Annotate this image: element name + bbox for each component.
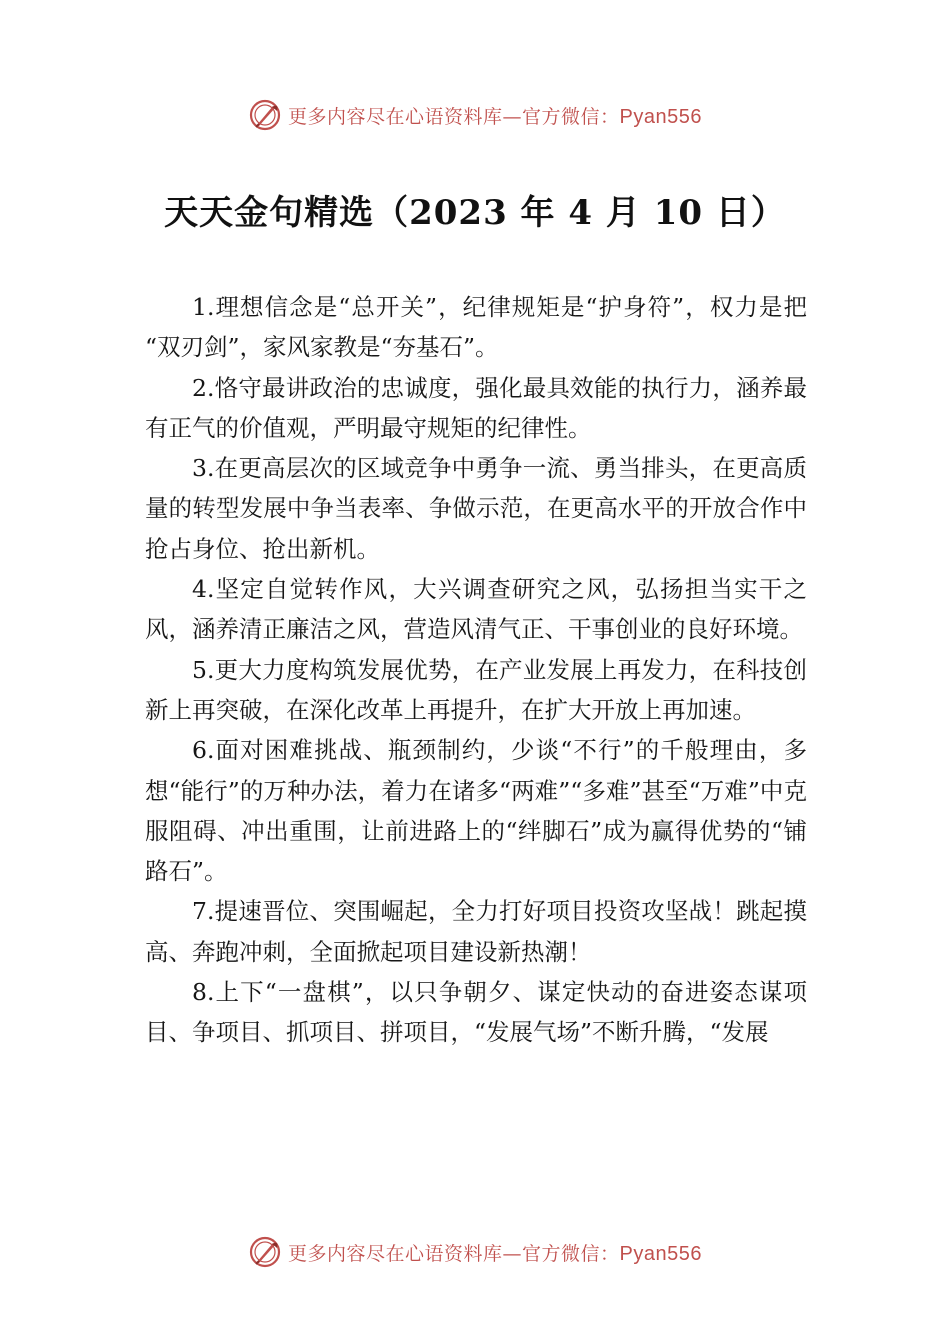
header-banner-label: 更多内容尽在心语资料库—官方微信： bbox=[288, 105, 620, 128]
footer-banner-text bbox=[288, 1239, 702, 1266]
header-banner bbox=[0, 95, 950, 135]
quill-pen-logo-icon bbox=[248, 1235, 282, 1269]
paragraph-4: 4.坚定自觉转作风，大兴调查研究之风，弘扬担当实干之风，涵养清正廉洁之风，营造风清气正、干事创业的良好环境。 bbox=[145, 575, 807, 644]
page-title: 天天金句精选（2023 年 4 月 10 日） bbox=[164, 193, 786, 233]
paragraph-2: 2.恪守最讲政治的忠诚度，强化最具效能的执行力，涵养最有正气的价值观，严明最守规矩的纪律性。 bbox=[145, 373, 807, 442]
paragraph-3: 3.在更高层次的区域竞争中勇争一流、勇当排头，在更高质量的转型发展中争当表率、争做示范，在更高水平的开放合作中抢占身位、抢出新机。 bbox=[145, 454, 807, 563]
paragraph-5: 5.更大力度构筑发展优势，在产业发展上再发力，在科技创新上再突破，在深化改革上再提升，在扩大开放上再加速。 bbox=[145, 655, 807, 724]
paragraph-6: 6.面对困难挑战、瓶颈制约，少谈“不行”的千般理由，多想“能行”的万种办法，着力在诸多“两难”“多难”甚至“万难”中克服阻碍、冲出重围，让前进路上的“绊脚石”成为赢得优势的“铺路石”。 bbox=[145, 736, 807, 886]
paragraph-8: 8.上下“一盘棋”，以只争朝夕、谋定快动的奋进姿态谋项目、争项目、抓项目、拼项目，“发展气场”不断升腾，“发展 bbox=[145, 978, 807, 1047]
header-banner-text bbox=[288, 102, 702, 129]
document-body bbox=[145, 287, 807, 1053]
quill-pen-logo-icon bbox=[248, 98, 282, 132]
header-wechat-handle: Pyan556 bbox=[619, 105, 702, 128]
footer-banner-label: 更多内容尽在心语资料库—官方微信： bbox=[288, 1242, 620, 1265]
footer-wechat-handle: Pyan556 bbox=[619, 1242, 702, 1265]
paragraph-1: 1.理想信念是“总开关”，纪律规矩是“护身符”，权力是把 “双刃剑”，家风家教是“夯基石”。 bbox=[145, 293, 807, 362]
paragraph-7: 7.提速晋位、突围崛起，全力打好项目投资攻坚战！跳起摸高、奔跑冲刺，全面掀起项目建设新热潮！ bbox=[145, 897, 807, 966]
footer-banner bbox=[0, 1232, 950, 1272]
